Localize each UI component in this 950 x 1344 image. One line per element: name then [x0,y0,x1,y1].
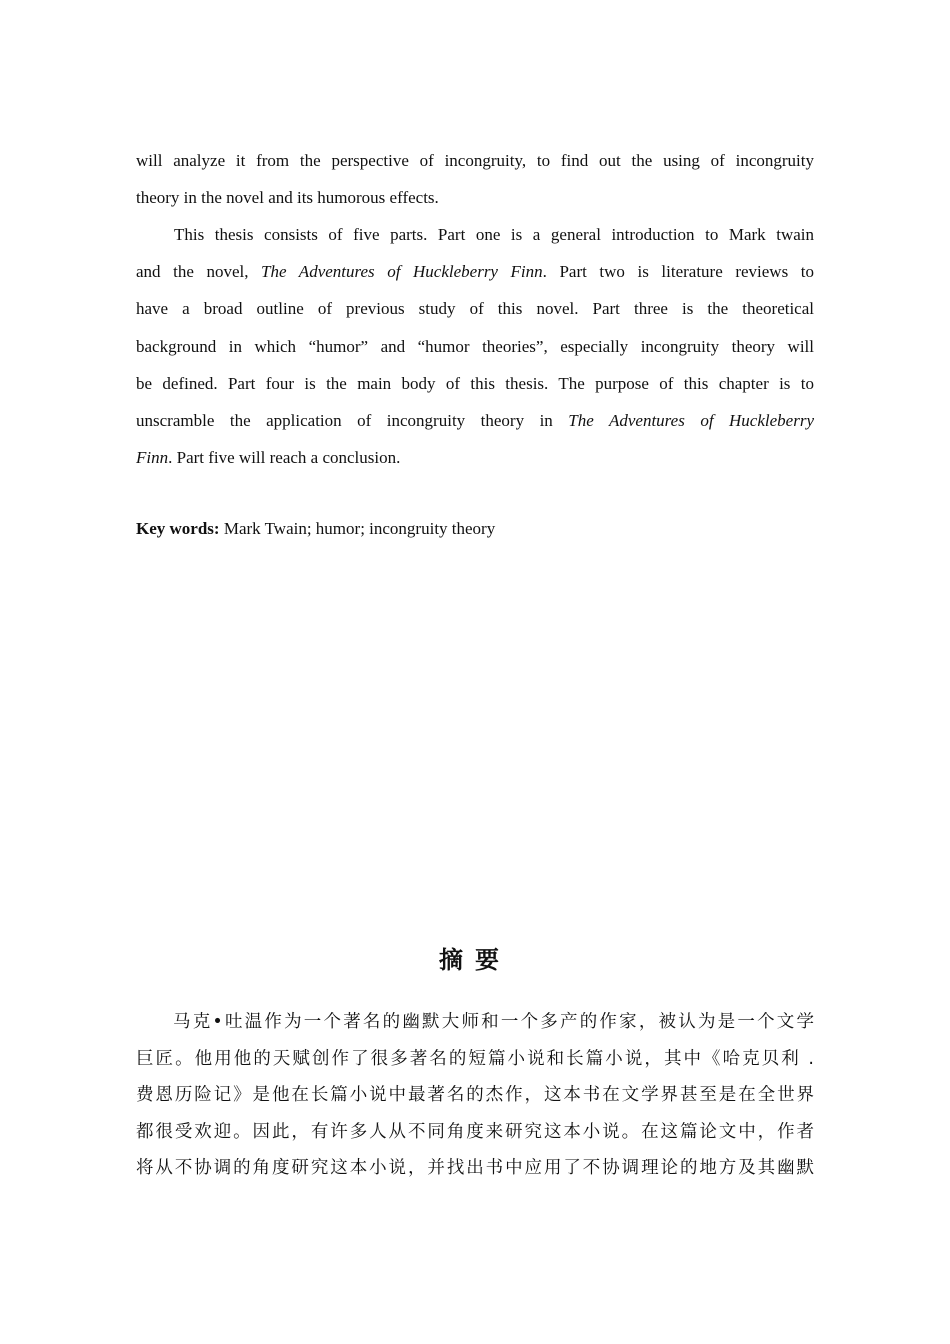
keywords-label: Key words: [136,519,220,538]
text-line: This thesis consists of five parts. Part one is a general introduction to Mark twain [174,225,814,244]
text-line: 费恩历险记》是他在长篇小说中最著名的杰作，这本书在文学界甚至是在全世界 [136,1085,814,1106]
text-span: . Part five will reach a conclusion. [168,448,401,468]
text-line: be defined. Part four is the main body of this thesis. The purpose of this chapter is to [136,373,814,393]
text-line: 将从不协调的角度研究这本小说，并找出书中应用了不协调理论的地方及其幽默 [136,1158,814,1179]
text-line [136,510,814,547]
text-line [136,439,814,476]
text-line: background in which “humor” and “humor theories”, especially incongruity theory will [136,336,814,356]
text-span: . Part two is literature reviews to [542,262,814,282]
novel-title: Finn [136,448,169,468]
text-span: and the novel, [136,262,262,282]
text-line: theory in the novel and its humorous effects. [136,188,439,208]
keywords-value: Mark Twain; humor; incongruity theory [219,519,496,538]
text-line: 马克•吐温作为一个著名的幽默大师和一个多产的作家，被认为是一个文学 [173,1012,814,1032]
text-span: unscramble the application of incongruity theory in [136,410,569,430]
english-paragraph-continued [136,142,814,216]
text-line: 都很受欢迎。因此，有许多人从不同角度来研究这本小说。在这篇论文中，作者 [136,1121,814,1142]
chinese-abstract-title: 摘要 [439,946,511,974]
keywords-line [136,510,814,547]
chinese-abstract-body [136,1004,814,1187]
novel-title: The Adventures of Huckleberry Finn [261,262,543,282]
text-line: 巨匠。他用他的天赋创作了很多著名的短篇小说和长篇小说，其中《哈克贝利 . [136,1048,814,1069]
text-line [136,253,814,290]
text-line [136,402,814,439]
text-line: will analyze it from the perspective of incongruity, to find out the using of incongruity [136,151,814,170]
text-line: have a broad outline of previous study of this novel. Part three is the theoretical [136,299,814,319]
novel-title: The Adventures of Huckleberry [568,410,814,430]
english-paragraph-structure [136,216,814,476]
